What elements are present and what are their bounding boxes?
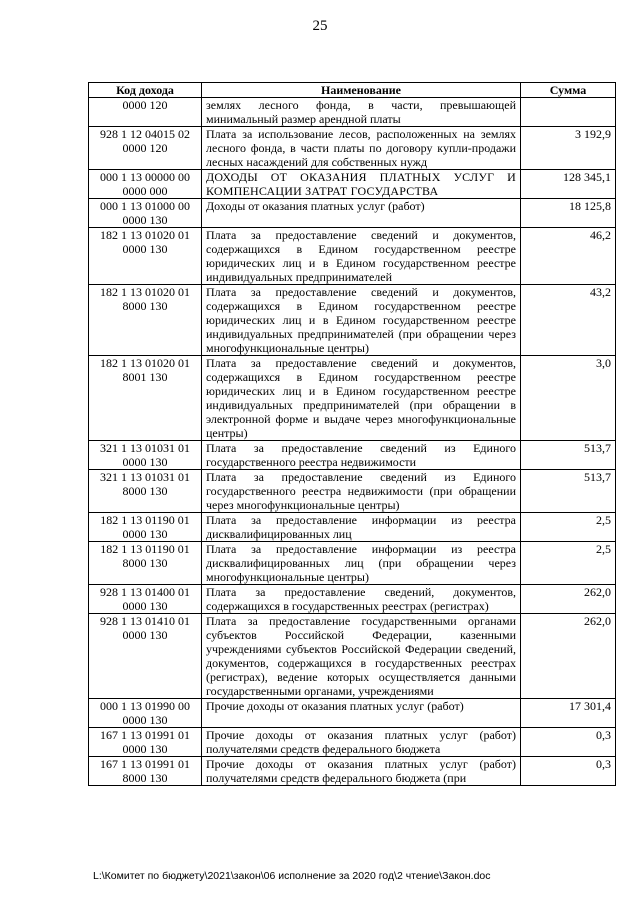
table-row [89,757,616,786]
cell-name: Плата за предоставление государственными органами субъектов Российской Федерации, казенными учреждениями субъектов Российской Федерации сведений, документов, содержащихся в государственных реестрах (регистрах), ведение которых осуществляется данными государственными органами, учреждениями [202,614,521,699]
file-path-footer: L:\Комитет по бюджету\2021\закон\06 исполнение за 2020 год\2 чтение\Закон.doc [93,870,491,882]
cell-amount: 17 301,4 [521,699,616,728]
cell-code: 928 1 13 01400 01 0000 130 [89,585,202,614]
cell-code: 321 1 13 01031 01 0000 130 [89,441,202,470]
table-row [89,285,616,356]
cell-name: Плата за предоставление сведений и документов, содержащихся в Едином государственном реестре юридических лиц и в Едином государственном реестре индивидуальных предпринимателей (при обращении через многофункциональные центры) [202,285,521,356]
cell-name: ДОХОДЫ ОТ ОКАЗАНИЯ ПЛАТНЫХ УСЛУГ И КОМПЕНСАЦИИ ЗАТРАТ ГОСУДАРСТВА [202,170,521,199]
table-row [89,228,616,285]
table-row [89,699,616,728]
table-body [89,98,616,786]
cell-name: Плата за предоставление сведений из Единого государственного реестра недвижимости (при обращении через многофункциональные центры) [202,470,521,513]
cell-amount: 262,0 [521,585,616,614]
table-row [89,585,616,614]
cell-amount: 128 345,1 [521,170,616,199]
cell-code: 000 1 13 01990 00 0000 130 [89,699,202,728]
cell-name: Плата за предоставление сведений и документов, содержащихся в Едином государственном реестре юридических лиц и в Едином государственном реестре индивидуальных предпринимателей (при обращении в электронной форме и выдаче через многофункциональные центры) [202,356,521,441]
cell-name: Плата за предоставление сведений из Единого государственного реестра недвижимости [202,441,521,470]
table-row [89,127,616,170]
cell-amount: 3 192,9 [521,127,616,170]
cell-name: Прочие доходы от оказания платных услуг (работ) [202,699,521,728]
table-row [89,199,616,228]
page-number: 25 [312,18,328,34]
header-code: Код дохода [89,83,202,98]
cell-code: 182 1 13 01190 01 0000 130 [89,513,202,542]
cell-name: Прочие доходы от оказания платных услуг (работ) получателями средств федерального бюджета [202,728,521,757]
cell-code: 928 1 12 04015 02 0000 120 [89,127,202,170]
revenue-table [88,82,616,786]
table-row [89,728,616,757]
cell-amount: 43,2 [521,285,616,356]
table-row [89,614,616,699]
cell-amount [521,98,616,127]
cell-code: 182 1 13 01020 01 8000 130 [89,285,202,356]
cell-name: Плата за предоставление сведений, документов, содержащихся в государственных реестрах (регистрах) [202,585,521,614]
cell-amount: 262,0 [521,614,616,699]
cell-name: Доходы от оказания платных услуг (работ) [202,199,521,228]
cell-amount: 46,2 [521,228,616,285]
cell-amount: 2,5 [521,542,616,585]
cell-name: Плата за предоставление информации из реестра дисквалифицированных лиц [202,513,521,542]
table-row [89,513,616,542]
cell-code: 000 1 13 00000 00 0000 000 [89,170,202,199]
cell-amount: 3,0 [521,356,616,441]
cell-name: Плата за использование лесов, расположенных на землях лесного фонда, в части платы по договору купли-продажи лесных насаждений для собственных нужд [202,127,521,170]
cell-amount: 513,7 [521,441,616,470]
cell-name: землях лесного фонда, в части, превышающей минимальный размер арендной платы [202,98,521,127]
cell-amount: 513,7 [521,470,616,513]
cell-code: 167 1 13 01991 01 0000 130 [89,728,202,757]
cell-code: 182 1 13 01020 01 8001 130 [89,356,202,441]
header-name: Наименование [202,83,521,98]
cell-amount: 0,3 [521,728,616,757]
cell-code: 167 1 13 01991 01 8000 130 [89,757,202,786]
cell-code: 000 1 13 01000 00 0000 130 [89,199,202,228]
header-amount: Сумма [521,83,616,98]
table-row [89,441,616,470]
cell-amount: 2,5 [521,513,616,542]
table-row [89,356,616,441]
cell-code: 182 1 13 01190 01 8000 130 [89,542,202,585]
table-header-row [89,83,616,98]
cell-amount: 18 125,8 [521,199,616,228]
table-row [89,170,616,199]
table-row [89,470,616,513]
cell-name: Плата за предоставление информации из реестра дисквалифицированных лиц (при обращении через многофункциональные центры) [202,542,521,585]
cell-code: 182 1 13 01020 01 0000 130 [89,228,202,285]
table-row [89,542,616,585]
cell-code: 928 1 13 01410 01 0000 130 [89,614,202,699]
cell-code: 321 1 13 01031 01 8000 130 [89,470,202,513]
table-row [89,98,616,127]
cell-code: 0000 120 [89,98,202,127]
cell-name: Прочие доходы от оказания платных услуг (работ) получателями средств федерального бюджета (при [202,757,521,786]
cell-amount: 0,3 [521,757,616,786]
cell-name: Плата за предоставление сведений и документов, содержащихся в Едином государственном реестре юридических лиц и в Едином государственном реестре индивидуальных предпринимателей [202,228,521,285]
